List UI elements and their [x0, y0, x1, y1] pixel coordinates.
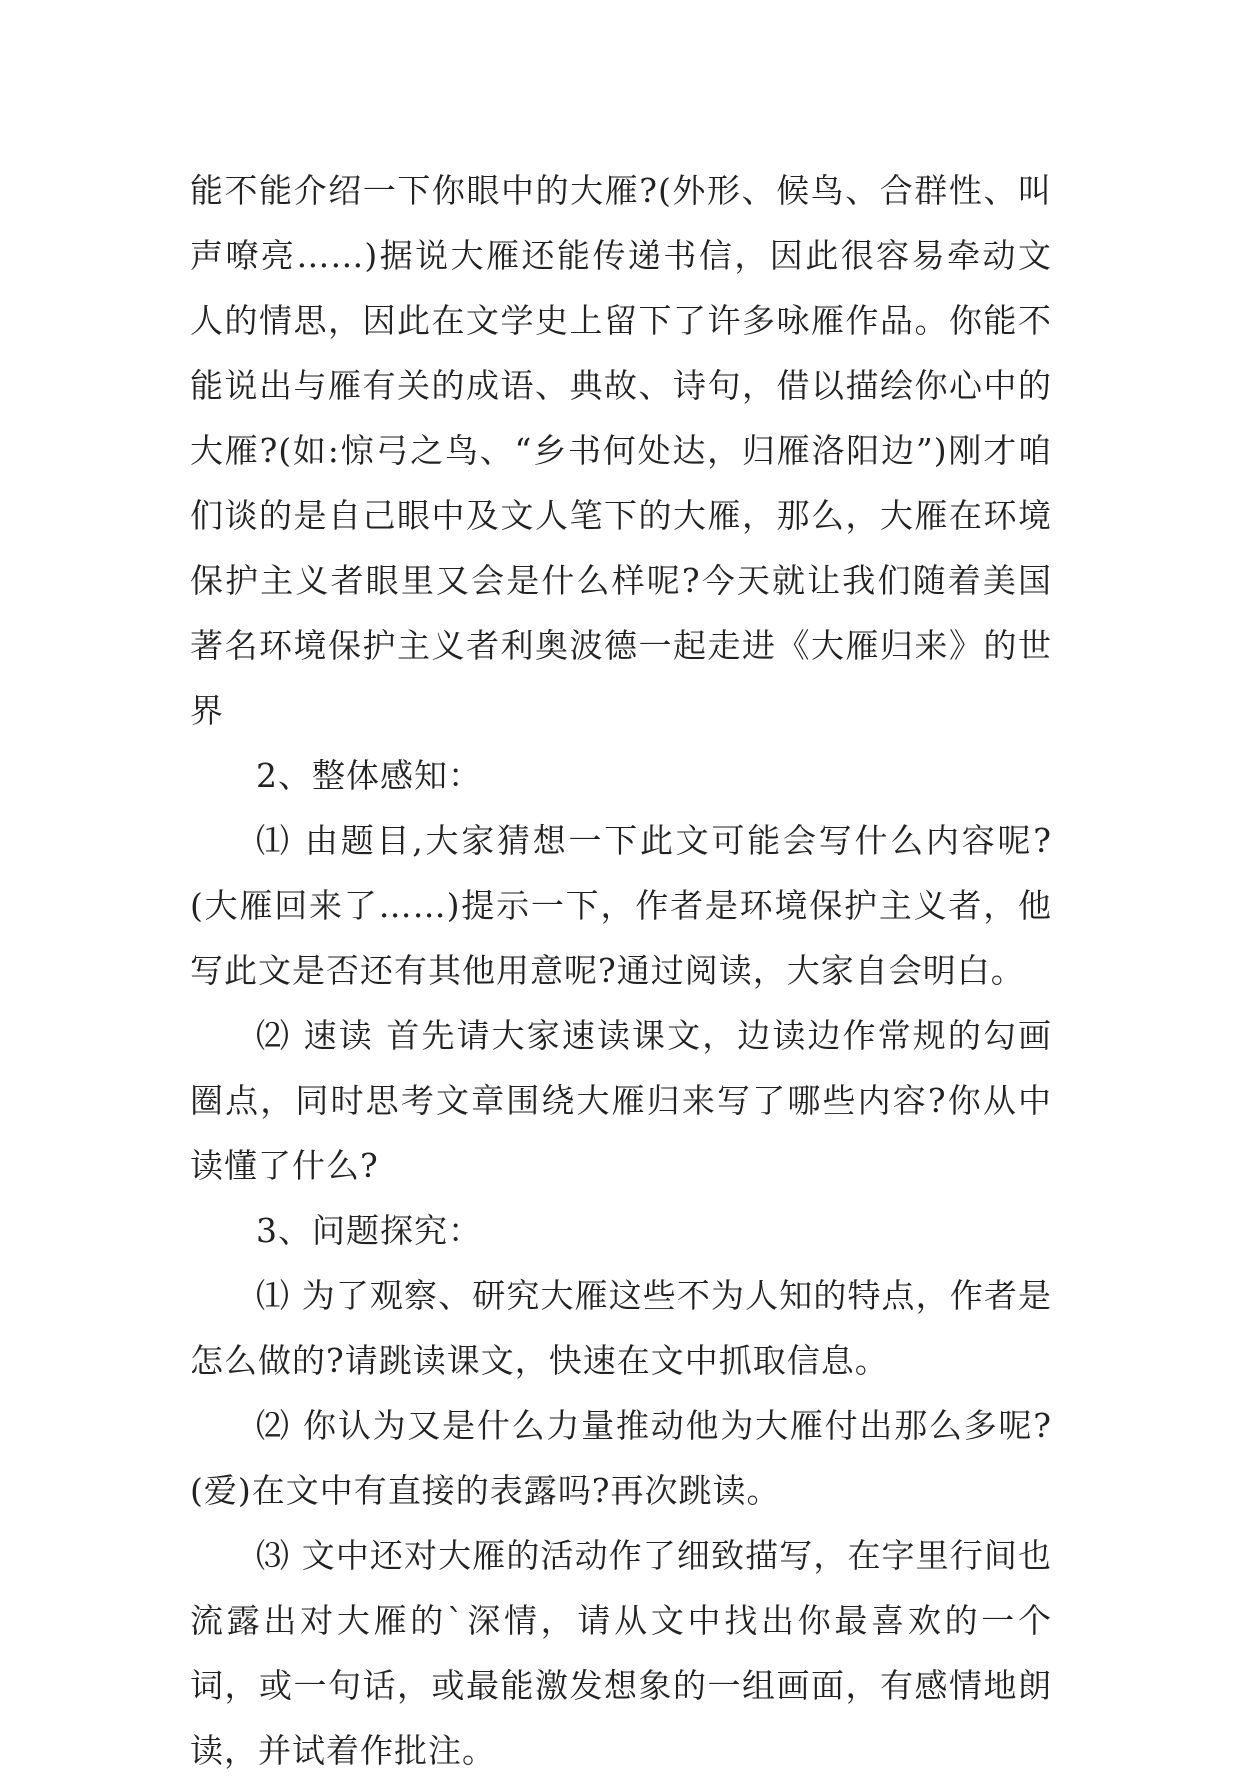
section-3-item-1: ⑴ 为了观察、研究大雁这些不为人知的特点，作者是怎么做的?请跳读课文，快速在文中抓取信息。: [190, 1276, 1052, 1380]
document-body: [190, 158, 1052, 1783]
section-2-heading: 2、整体感知：: [256, 756, 482, 795]
section-3-item-3: ⑶ 文中还对大雁的活动作了细致描写，在字里行间也流露出对大雁的`深情，请从文中找出你最喜欢的一个词，或一句话，或最能激发想象的一组画面，有感情地朗读，并试着作批注。: [190, 1536, 1052, 1770]
section-2-item-1: ⑴ 由题目,大家猜想一下此文可能会写什么内容呢?(大雁回来了……)提示一下，作者是环境保护主义者，他写此文是否还有其他用意呢?通过阅读，大家自会明白。: [190, 821, 1052, 990]
section-2-item-2: ⑵ 速读 首先请大家速读课文，边读边作常规的勾画圈点，同时思考文章围绕大雁归来写了哪些内容?你从中读懂了什么?: [190, 1016, 1052, 1185]
intro-paragraph: 能不能介绍一下你眼中的大雁?(外形、候鸟、合群性、叫声嘹亮……)据说大雁还能传递书信，因此很容易牵动文人的情思，因此在文学史上留下了许多咏雁作品。你能不能说出与雁有关的成语、典故、诗句，借以描绘你心中的大雁?(如:惊弓之鸟、“乡书何处达，归雁洛阳边”)刚才咱们谈的是自己眼中及文人笔下的大雁，那么，大雁在环境保护主义者眼里又会是什么样呢?今天就让我们随着美国著名环境保护主义者利奥波德一起走进《大雁归来》的世界: [190, 171, 1052, 730]
section-3-item-2: ⑵ 你认为又是什么力量推动他为大雁付出那么多呢?(爱)在文中有直接的表露吗?再次跳读。: [190, 1406, 1052, 1510]
section-3-heading: 3、问题探究：: [256, 1211, 482, 1250]
